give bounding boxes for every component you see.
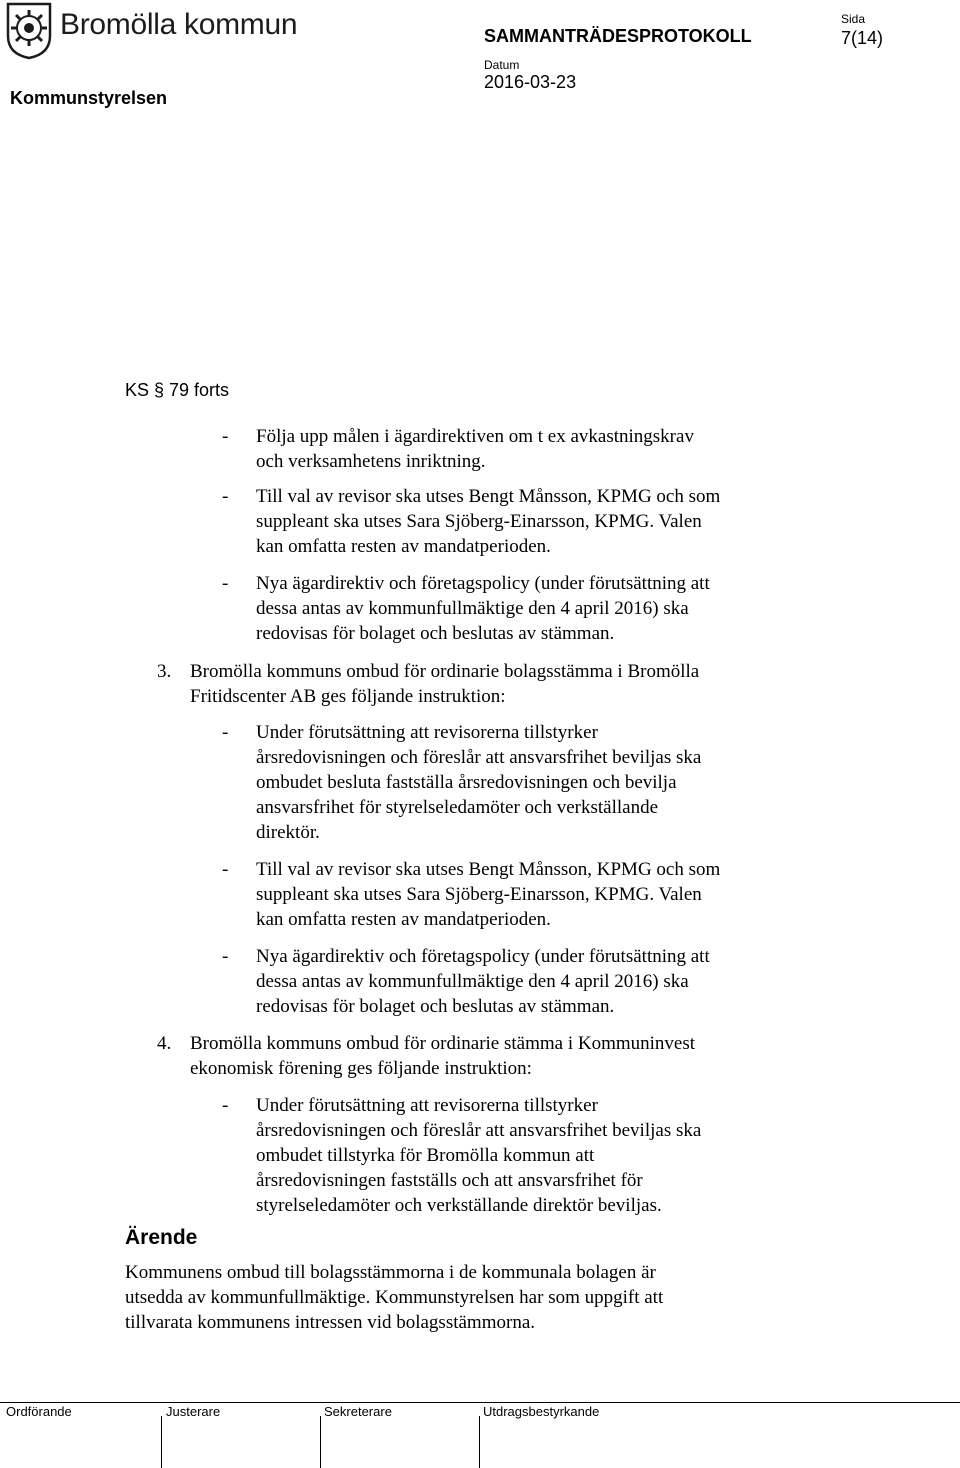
list-item-text: Under förutsättning att revisorerna tillstyrker årsredovisningen och föreslår att ansvarsfrihet beviljas ska ombudet tillstyrka för Bromölla kommun att årsredovisningen fastställs och att ansvarsfrihet för styrelseledamöter och verkställande direktör beviljas. (256, 1095, 702, 1216)
numbered-item-text: Bromölla kommuns ombud för ordinarie bolagsstämma i Bromölla Fritidscenter AB ges följande instruktion: (190, 661, 700, 707)
list-dash: - (222, 946, 229, 967)
page-label: Sida (841, 12, 866, 26)
secretary-label: Sekreterare (324, 1404, 392, 1419)
signature-box-divider (161, 1416, 162, 1468)
chair-label: Ordförande (6, 1404, 72, 1419)
signature-footer (0, 1402, 960, 1466)
page-number: 7(14) (841, 28, 884, 48)
list-item-text: Följa upp målen i ägardirektiven om t ex avkastningskrav och verksamhetens inriktning. (256, 426, 694, 472)
list-item-text: Till val av revisor ska utses Bengt Månsson, KPMG och som suppleant ska utses Sara Sjöberg-Einarsson, KPMG. Valen kan omfatta resten av mandatperioden. (256, 486, 721, 557)
list-dash: - (222, 722, 229, 743)
item-number: 4. (157, 1033, 172, 1054)
document-title: SAMMANTRÄDESPROTOKOLL (484, 26, 752, 46)
item-number: 3. (157, 661, 172, 682)
section-body-text: Kommunens ombud till bolagsstämmorna i de kommunala bolagen är utsedda av kommunfullmäktige. Kommunstyrelsen har som uppgift att tillvarata kommunens intressen vid bolagsstämmorna. (125, 1262, 664, 1333)
numbered-item-text: Bromölla kommuns ombud för ordinarie stämma i Kommuninvest ekonomisk förening ges följande instruktion: (190, 1033, 696, 1079)
extract-certification-label: Utdragsbestyrkande (483, 1404, 600, 1419)
list-dash: - (222, 573, 229, 594)
date-label: Datum (484, 58, 520, 72)
bromolla-coat-of-arms-icon (6, 2, 52, 60)
list-dash: - (222, 1095, 229, 1116)
list-item-text: Nya ägardirektiv och företagspolicy (under förutsättning att dessa antas av kommunfullmäktige den 4 april 2016) ska redovisas för bolaget och beslutas av stämman. (256, 946, 710, 1017)
section-reference: KS § 79 forts (125, 380, 230, 400)
body-name: Kommunstyrelsen (10, 88, 168, 108)
municipality-name: Bromölla kommun (60, 8, 298, 41)
signature-box-divider (479, 1416, 480, 1468)
date-value: 2016-03-23 (484, 72, 577, 92)
list-dash: - (222, 426, 229, 447)
list-dash: - (222, 859, 229, 880)
footer-divider (0, 1402, 960, 1403)
list-dash: - (222, 486, 229, 507)
section-heading: Ärende (125, 1226, 198, 1249)
signature-box-divider (320, 1416, 321, 1468)
adjuster-label: Justerare (166, 1404, 221, 1419)
list-item-text: Under förutsättning att revisorerna tillstyrker årsredovisningen och föreslår att ansvarsfrihet beviljas ska ombudet besluta fastställa årsredovisningen och bevilja ansvarsfrihet för styrelseledamöter och verkställande direktör. (256, 722, 702, 843)
list-item-text: Nya ägardirektiv och företagspolicy (under förutsättning att dessa antas av kommunfullmäktige den 4 april 2016) ska redovisas för bolaget och beslutas av stämman. (256, 573, 710, 644)
list-item-text: Till val av revisor ska utses Bengt Månsson, KPMG och som suppleant ska utses Sara Sjöberg-Einarsson, KPMG. Valen kan omfatta resten av mandatperioden. (256, 859, 721, 930)
